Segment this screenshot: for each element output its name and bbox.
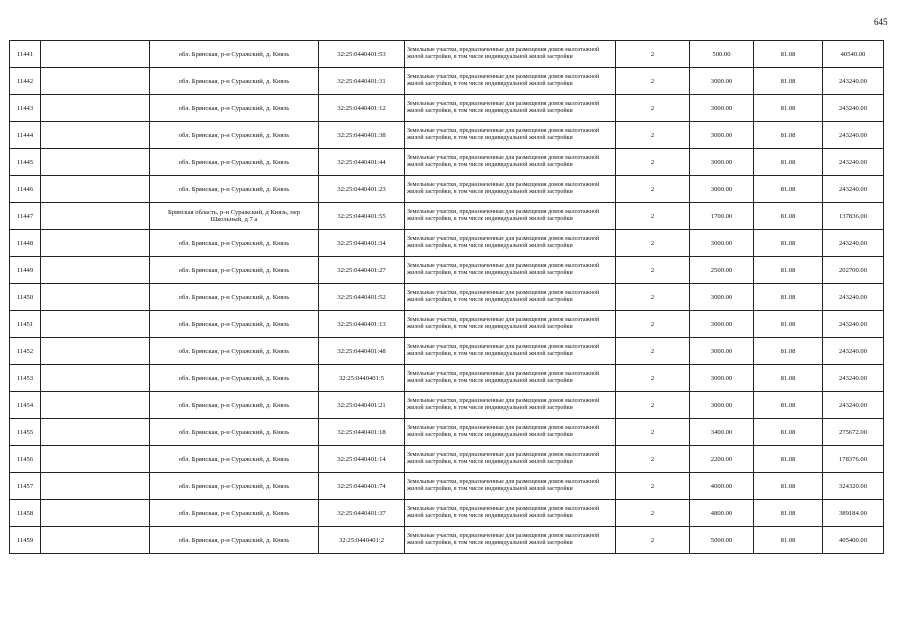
land-use-cell: Земельные участки, предназначенные для размещения домов малоэтажной жилой застройки, в том числе индивидуальной жилой застройки bbox=[405, 500, 616, 527]
empty-cell bbox=[41, 257, 150, 284]
table-row bbox=[10, 473, 884, 500]
area-cell: 3000.00 bbox=[690, 392, 754, 419]
area-cell: 3000.00 bbox=[690, 338, 754, 365]
table-row bbox=[10, 311, 884, 338]
area-cell: 3000.00 bbox=[690, 311, 754, 338]
cadastral-value-cell: 243240.00 bbox=[823, 122, 884, 149]
cadastral-number-cell: 32:25:0440401:44 bbox=[319, 149, 405, 176]
table-row bbox=[10, 257, 884, 284]
table-row bbox=[10, 500, 884, 527]
rate-cell: 81.08 bbox=[754, 365, 823, 392]
area-cell: 2200.00 bbox=[690, 446, 754, 473]
land-use-cell: Земельные участки, предназначенные для размещения домов малоэтажной жилой застройки, в том числе индивидуальной жилой застройки bbox=[405, 365, 616, 392]
rate-cell: 81.08 bbox=[754, 203, 823, 230]
area-cell: 3000.00 bbox=[690, 230, 754, 257]
row-number-cell: 11457 bbox=[10, 473, 41, 500]
empty-cell bbox=[41, 446, 150, 473]
empty-cell bbox=[41, 500, 150, 527]
category-cell: 2 bbox=[616, 203, 690, 230]
cadastral-value-cell: 243240.00 bbox=[823, 284, 884, 311]
address-cell: обл. Брянская, р-н Суражский, д. Князь bbox=[150, 419, 319, 446]
category-cell: 2 bbox=[616, 365, 690, 392]
table-body bbox=[10, 41, 884, 554]
cadastral-number-cell: 32:25:0440401:12 bbox=[319, 95, 405, 122]
row-number-cell: 11453 bbox=[10, 365, 41, 392]
area-cell: 1700.00 bbox=[690, 203, 754, 230]
category-cell: 2 bbox=[616, 284, 690, 311]
cadastral-value-cell: 40540.00 bbox=[823, 41, 884, 68]
land-use-cell: Земельные участки, предназначенные для размещения домов малоэтажной жилой застройки, в том числе индивидуальной жилой застройки bbox=[405, 527, 616, 554]
rate-cell: 81.08 bbox=[754, 392, 823, 419]
category-cell: 2 bbox=[616, 176, 690, 203]
empty-cell bbox=[41, 203, 150, 230]
rate-cell: 81.08 bbox=[754, 419, 823, 446]
rate-cell: 81.08 bbox=[754, 149, 823, 176]
table-row bbox=[10, 95, 884, 122]
category-cell: 2 bbox=[616, 68, 690, 95]
category-cell: 2 bbox=[616, 500, 690, 527]
category-cell: 2 bbox=[616, 122, 690, 149]
table-row bbox=[10, 149, 884, 176]
cadastral-value-cell: 405400.00 bbox=[823, 527, 884, 554]
empty-cell bbox=[41, 95, 150, 122]
address-cell: обл. Брянская, р-н Суражский, д. Князь bbox=[150, 473, 319, 500]
address-cell: обл. Брянская, р-н Суражский, д. Князь bbox=[150, 230, 319, 257]
category-cell: 2 bbox=[616, 527, 690, 554]
address-cell: обл. Брянская, р-н Суражский, д. Князь bbox=[150, 41, 319, 68]
area-cell: 4800.00 bbox=[690, 500, 754, 527]
row-number-cell: 11447 bbox=[10, 203, 41, 230]
address-cell: обл. Брянская, р-н Суражский, д. Князь bbox=[150, 122, 319, 149]
rate-cell: 81.08 bbox=[754, 338, 823, 365]
cadastral-value-cell: 178376.00 bbox=[823, 446, 884, 473]
rate-cell: 81.08 bbox=[754, 41, 823, 68]
table-row bbox=[10, 230, 884, 257]
category-cell: 2 bbox=[616, 338, 690, 365]
category-cell: 2 bbox=[616, 149, 690, 176]
row-number-cell: 11444 bbox=[10, 122, 41, 149]
land-use-cell: Земельные участки, предназначенные для размещения домов малоэтажной жилой застройки, в том числе индивидуальной жилой застройки bbox=[405, 257, 616, 284]
empty-cell bbox=[41, 41, 150, 68]
row-number-cell: 11443 bbox=[10, 95, 41, 122]
empty-cell bbox=[41, 473, 150, 500]
land-use-cell: Земельные участки, предназначенные для размещения домов малоэтажной жилой застройки, в том числе индивидуальной жилой застройки bbox=[405, 149, 616, 176]
address-cell: обл. Брянская, р-н Суражский, д. Князь bbox=[150, 500, 319, 527]
rate-cell: 81.08 bbox=[754, 176, 823, 203]
rate-cell: 81.08 bbox=[754, 95, 823, 122]
empty-cell bbox=[41, 230, 150, 257]
category-cell: 2 bbox=[616, 311, 690, 338]
area-cell: 3000.00 bbox=[690, 176, 754, 203]
address-cell: обл. Брянская, р-н Суражский, д. Князь bbox=[150, 311, 319, 338]
address-cell: обл. Брянская, р-н Суражский, д. Князь bbox=[150, 338, 319, 365]
cadastral-value-cell: 243240.00 bbox=[823, 338, 884, 365]
empty-cell bbox=[41, 419, 150, 446]
row-number-cell: 11442 bbox=[10, 68, 41, 95]
land-use-cell: Земельные участки, предназначенные для размещения домов малоэтажной жилой застройки, в том числе индивидуальной жилой застройки bbox=[405, 176, 616, 203]
cadastral-number-cell: 32:25:0440401:38 bbox=[319, 122, 405, 149]
rate-cell: 81.08 bbox=[754, 68, 823, 95]
land-use-cell: Земельные участки, предназначенные для размещения домов малоэтажной жилой застройки, в том числе индивидуальной жилой застройки bbox=[405, 311, 616, 338]
land-use-cell: Земельные участки, предназначенные для размещения домов малоэтажной жилой застройки, в том числе индивидуальной жилой застройки bbox=[405, 473, 616, 500]
area-cell: 5000.00 bbox=[690, 527, 754, 554]
area-cell: 3000.00 bbox=[690, 149, 754, 176]
cadastral-value-cell: 137836.00 bbox=[823, 203, 884, 230]
empty-cell bbox=[41, 284, 150, 311]
address-cell: обл. Брянская, р-н Суражский, д. Князь bbox=[150, 527, 319, 554]
cadastral-value-cell: 243240.00 bbox=[823, 68, 884, 95]
table-row bbox=[10, 41, 884, 68]
cadastral-value-cell: 243240.00 bbox=[823, 95, 884, 122]
cadastral-number-cell: 32:25:0440401:34 bbox=[319, 230, 405, 257]
row-number-cell: 11446 bbox=[10, 176, 41, 203]
category-cell: 2 bbox=[616, 95, 690, 122]
empty-cell bbox=[41, 311, 150, 338]
category-cell: 2 bbox=[616, 392, 690, 419]
row-number-cell: 11449 bbox=[10, 257, 41, 284]
cadastral-value-cell: 243240.00 bbox=[823, 149, 884, 176]
area-cell: 3400.00 bbox=[690, 419, 754, 446]
cadastral-number-cell: 32:25:0440401:53 bbox=[319, 41, 405, 68]
cadastral-number-cell: 32:25:0440401:18 bbox=[319, 419, 405, 446]
land-use-cell: Земельные участки, предназначенные для размещения домов малоэтажной жилой застройки, в том числе индивидуальной жилой застройки bbox=[405, 338, 616, 365]
row-number-cell: 11445 bbox=[10, 149, 41, 176]
cadastral-value-cell: 243240.00 bbox=[823, 365, 884, 392]
area-cell: 3000.00 bbox=[690, 95, 754, 122]
row-number-cell: 11455 bbox=[10, 419, 41, 446]
row-number-cell: 11448 bbox=[10, 230, 41, 257]
empty-cell bbox=[41, 392, 150, 419]
empty-cell bbox=[41, 338, 150, 365]
category-cell: 2 bbox=[616, 446, 690, 473]
rate-cell: 81.08 bbox=[754, 500, 823, 527]
rate-cell: 81.08 bbox=[754, 473, 823, 500]
land-registry-table bbox=[9, 40, 884, 554]
empty-cell bbox=[41, 176, 150, 203]
address-cell: обл. Брянская, р-н Суражский, д. Князь bbox=[150, 176, 319, 203]
area-cell: 2500.00 bbox=[690, 257, 754, 284]
row-number-cell: 11454 bbox=[10, 392, 41, 419]
address-cell: Брянская область, р-н Суражский, д Князь, пер Школьный, д 7 а bbox=[150, 203, 319, 230]
table-row bbox=[10, 176, 884, 203]
category-cell: 2 bbox=[616, 473, 690, 500]
table-row bbox=[10, 338, 884, 365]
cadastral-number-cell: 32:25:0440401:55 bbox=[319, 203, 405, 230]
cadastral-number-cell: 32:25:0440401:23 bbox=[319, 176, 405, 203]
address-cell: обл. Брянская, р-н Суражский, д. Князь bbox=[150, 95, 319, 122]
cadastral-number-cell: 32:25:0440401:14 bbox=[319, 446, 405, 473]
page-number: 645 bbox=[874, 17, 888, 27]
area-cell: 3000.00 bbox=[690, 68, 754, 95]
address-cell: обл. Брянская, р-н Суражский, д. Князь bbox=[150, 365, 319, 392]
land-use-cell: Земельные участки, предназначенные для размещения домов малоэтажной жилой застройки, в том числе индивидуальной жилой застройки bbox=[405, 203, 616, 230]
category-cell: 2 bbox=[616, 419, 690, 446]
address-cell: обл. Брянская, р-н Суражский, д. Князь bbox=[150, 284, 319, 311]
land-use-cell: Земельные участки, предназначенные для размещения домов малоэтажной жилой застройки, в том числе индивидуальной жилой застройки bbox=[405, 68, 616, 95]
land-use-cell: Земельные участки, предназначенные для размещения домов малоэтажной жилой застройки, в том числе индивидуальной жилой застройки bbox=[405, 419, 616, 446]
row-number-cell: 11441 bbox=[10, 41, 41, 68]
area-cell: 3000.00 bbox=[690, 365, 754, 392]
cadastral-number-cell: 32:25:0440401:5 bbox=[319, 365, 405, 392]
table-row bbox=[10, 527, 884, 554]
rate-cell: 81.08 bbox=[754, 446, 823, 473]
cadastral-number-cell: 32:25:0440401:27 bbox=[319, 257, 405, 284]
rate-cell: 81.08 bbox=[754, 284, 823, 311]
cadastral-value-cell: 389184.00 bbox=[823, 500, 884, 527]
cadastral-number-cell: 32:25:0440401:13 bbox=[319, 311, 405, 338]
cadastral-number-cell: 32:25:0440401:2 bbox=[319, 527, 405, 554]
row-number-cell: 11458 bbox=[10, 500, 41, 527]
row-number-cell: 11451 bbox=[10, 311, 41, 338]
address-cell: обл. Брянская, р-н Суражский, д. Князь bbox=[150, 392, 319, 419]
land-use-cell: Земельные участки, предназначенные для размещения домов малоэтажной жилой застройки, в том числе индивидуальной жилой застройки bbox=[405, 122, 616, 149]
cadastral-number-cell: 32:25:0440401:31 bbox=[319, 68, 405, 95]
table-row bbox=[10, 392, 884, 419]
cadastral-value-cell: 243240.00 bbox=[823, 311, 884, 338]
land-use-cell: Земельные участки, предназначенные для размещения домов малоэтажной жилой застройки, в том числе индивидуальной жилой застройки bbox=[405, 95, 616, 122]
cadastral-value-cell: 324320.00 bbox=[823, 473, 884, 500]
cadastral-number-cell: 32:25:0440401:52 bbox=[319, 284, 405, 311]
rate-cell: 81.08 bbox=[754, 257, 823, 284]
area-cell: 3000.00 bbox=[690, 122, 754, 149]
rate-cell: 81.08 bbox=[754, 311, 823, 338]
cadastral-number-cell: 32:25:0440401:74 bbox=[319, 473, 405, 500]
empty-cell bbox=[41, 122, 150, 149]
table-row bbox=[10, 365, 884, 392]
address-cell: обл. Брянская, р-н Суражский, д. Князь bbox=[150, 149, 319, 176]
empty-cell bbox=[41, 149, 150, 176]
address-cell: обл. Брянская, р-н Суражский, д. Князь bbox=[150, 446, 319, 473]
row-number-cell: 11452 bbox=[10, 338, 41, 365]
cadastral-number-cell: 32:25:0440401:48 bbox=[319, 338, 405, 365]
land-use-cell: Земельные участки, предназначенные для размещения домов малоэтажной жилой застройки, в том числе индивидуальной жилой застройки bbox=[405, 41, 616, 68]
land-use-cell: Земельные участки, предназначенные для размещения домов малоэтажной жилой застройки, в том числе индивидуальной жилой застройки bbox=[405, 446, 616, 473]
cadastral-value-cell: 202700.00 bbox=[823, 257, 884, 284]
cadastral-value-cell: 243240.00 bbox=[823, 176, 884, 203]
row-number-cell: 11459 bbox=[10, 527, 41, 554]
table-row bbox=[10, 203, 884, 230]
cadastral-number-cell: 32:25:0440401:37 bbox=[319, 500, 405, 527]
cadastral-number-cell: 32:25:0440401:21 bbox=[319, 392, 405, 419]
address-cell: обл. Брянская, р-н Суражский, д. Князь bbox=[150, 68, 319, 95]
rate-cell: 81.08 bbox=[754, 230, 823, 257]
cadastral-value-cell: 243240.00 bbox=[823, 392, 884, 419]
row-number-cell: 11450 bbox=[10, 284, 41, 311]
cadastral-value-cell: 275672.00 bbox=[823, 419, 884, 446]
table-row bbox=[10, 122, 884, 149]
table-row bbox=[10, 419, 884, 446]
rate-cell: 81.08 bbox=[754, 527, 823, 554]
empty-cell bbox=[41, 365, 150, 392]
category-cell: 2 bbox=[616, 41, 690, 68]
area-cell: 4000.00 bbox=[690, 473, 754, 500]
table-row bbox=[10, 446, 884, 473]
land-use-cell: Земельные участки, предназначенные для размещения домов малоэтажной жилой застройки, в том числе индивидуальной жилой застройки bbox=[405, 284, 616, 311]
empty-cell bbox=[41, 527, 150, 554]
rate-cell: 81.08 bbox=[754, 122, 823, 149]
area-cell: 3000.00 bbox=[690, 284, 754, 311]
land-use-cell: Земельные участки, предназначенные для размещения домов малоэтажной жилой застройки, в том числе индивидуальной жилой застройки bbox=[405, 392, 616, 419]
area-cell: 500.00 bbox=[690, 41, 754, 68]
land-use-cell: Земельные участки, предназначенные для размещения домов малоэтажной жилой застройки, в том числе индивидуальной жилой застройки bbox=[405, 230, 616, 257]
table-row bbox=[10, 68, 884, 95]
empty-cell bbox=[41, 68, 150, 95]
cadastral-value-cell: 243240.00 bbox=[823, 230, 884, 257]
category-cell: 2 bbox=[616, 230, 690, 257]
category-cell: 2 bbox=[616, 257, 690, 284]
table-row bbox=[10, 284, 884, 311]
row-number-cell: 11456 bbox=[10, 446, 41, 473]
address-cell: обл. Брянская, р-н Суражский, д. Князь bbox=[150, 257, 319, 284]
